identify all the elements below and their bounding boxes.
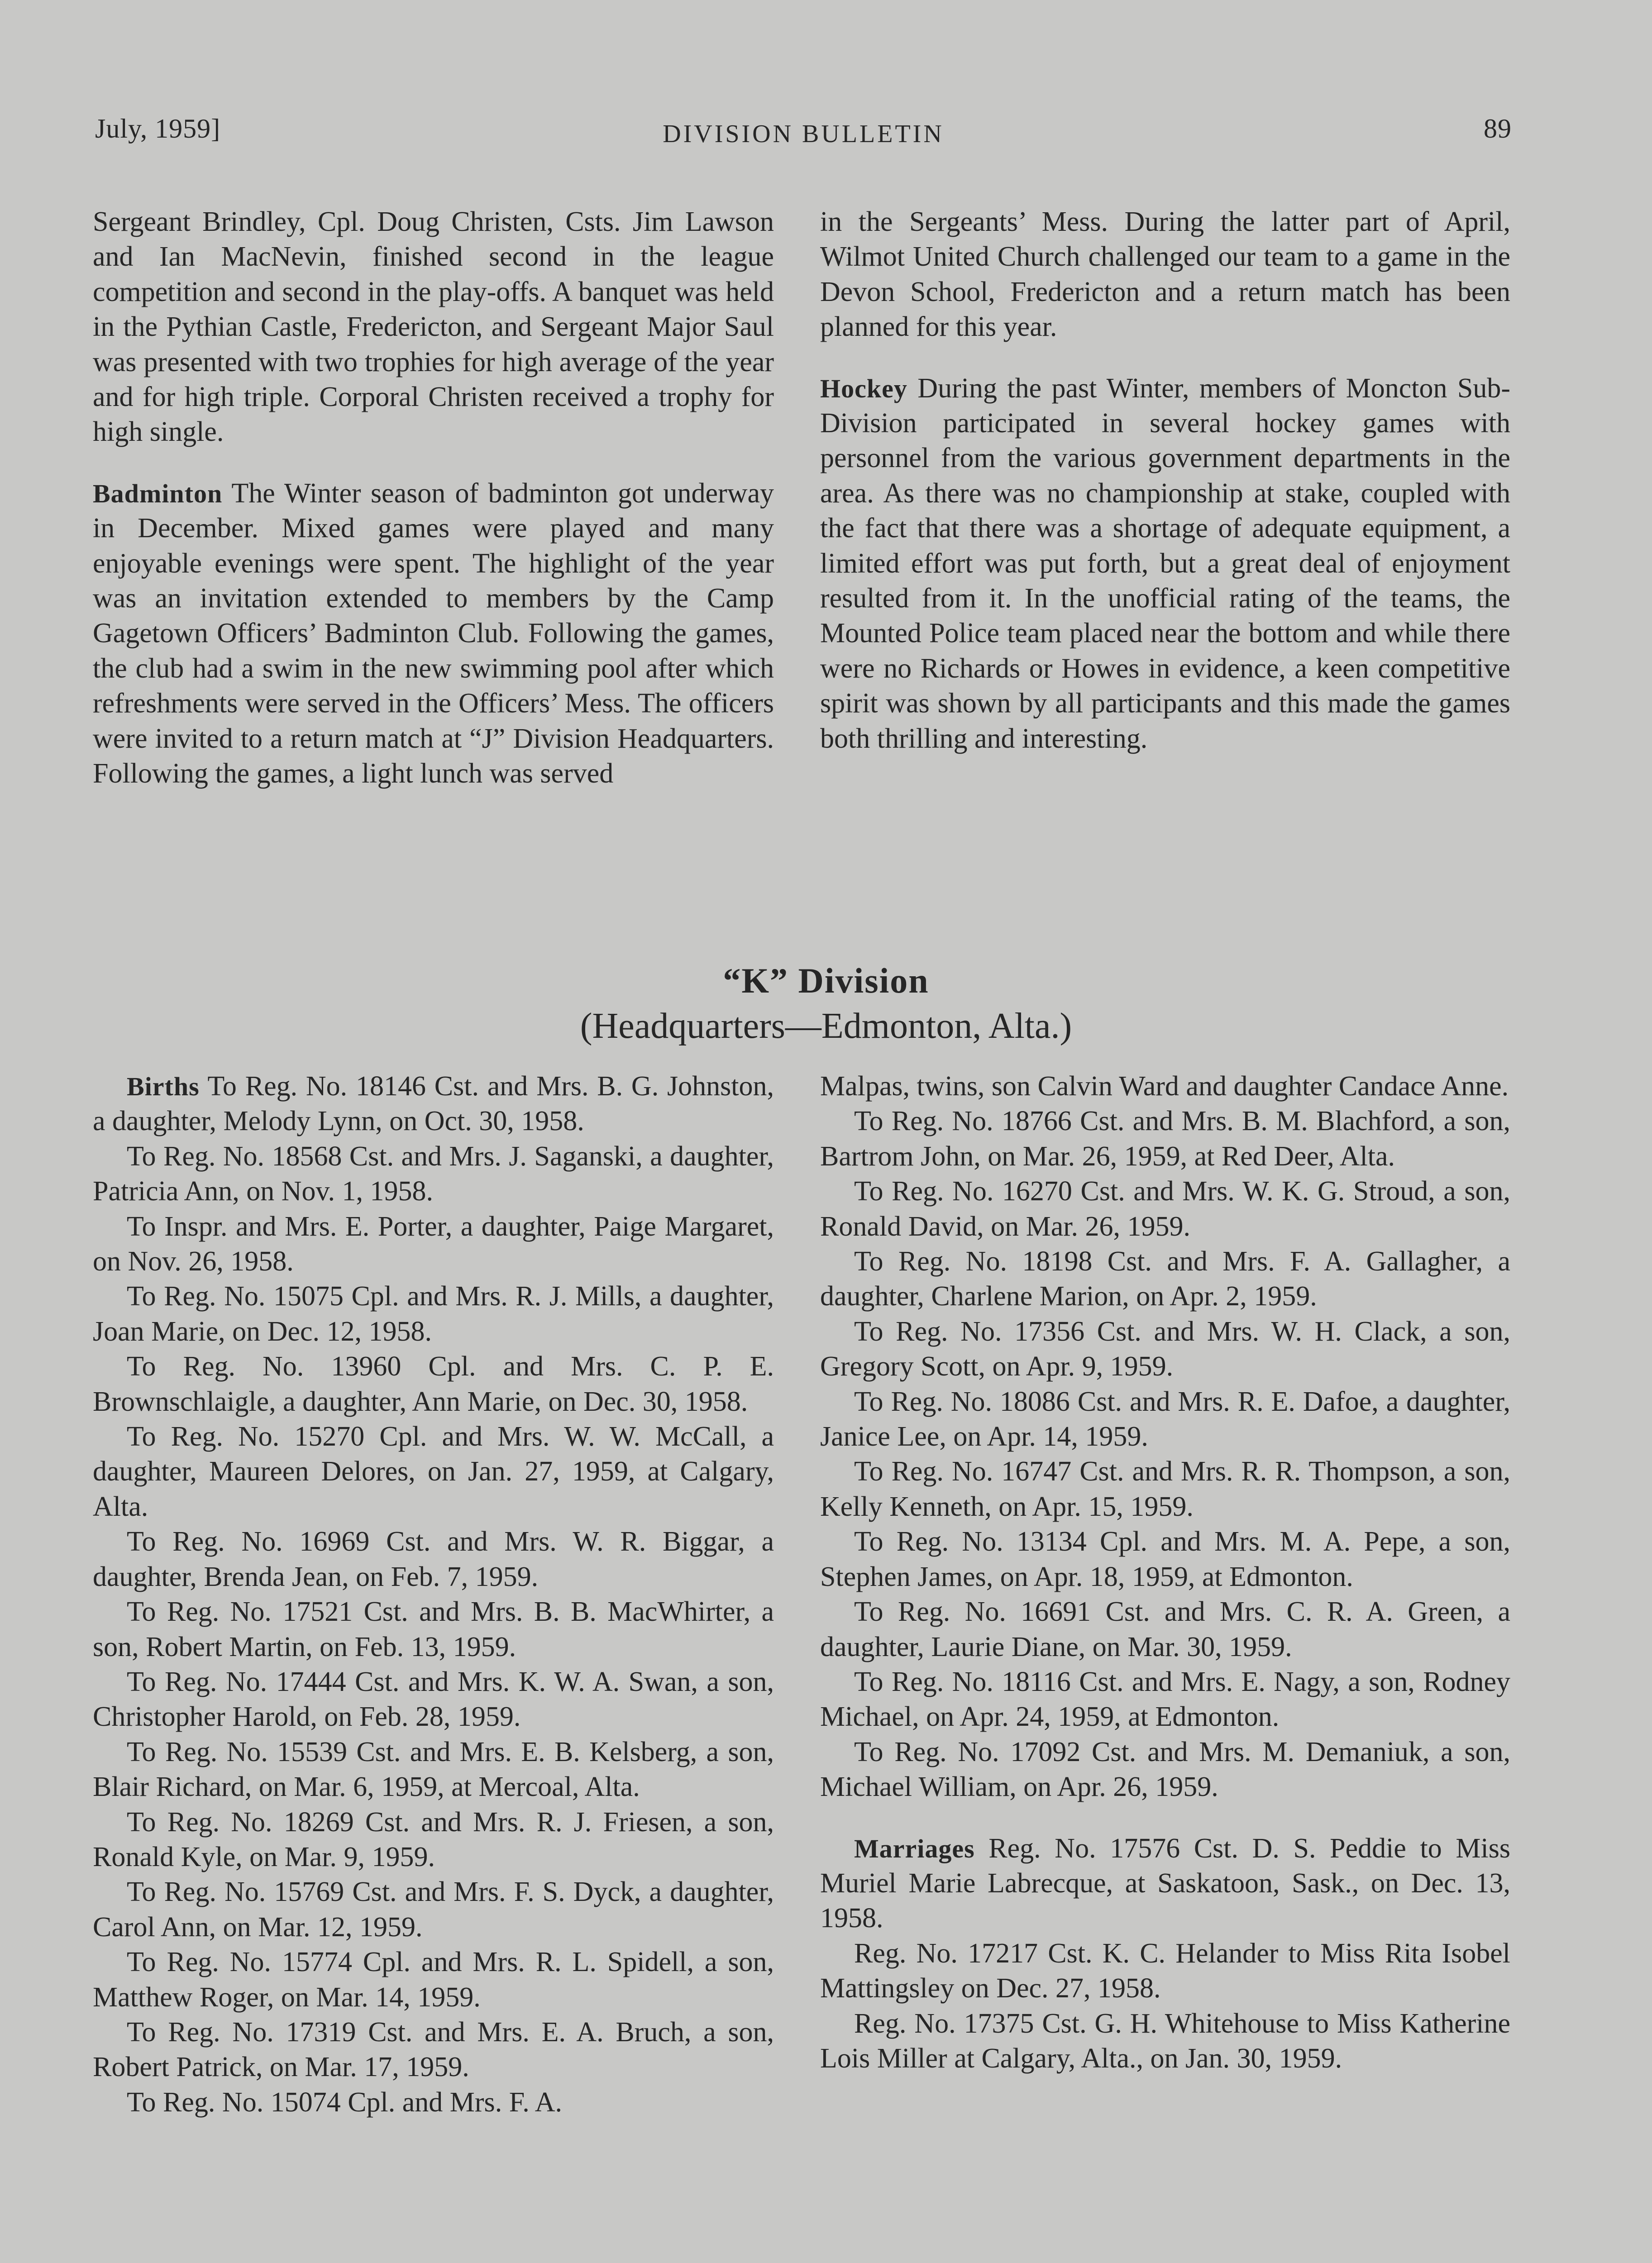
paragraph-text: Sergeant Brindley, Cpl. Doug Christen, Csts. Jim Lawson and Ian MacNevin, finished second in the league competition and second in the play-offs. A banquet was held in the Pythian Castle, Fredericton, and Sergeant Major Saul was presented with two trophies for high average of the year and for high triple. Corporal Christen received a trophy for high single.: [93, 206, 774, 448]
birth-entry: To Reg. No. 18269 Cst. and Mrs. R. J. Friesen, a son, Ronald Kyle, on Mar. 9, 1959.: [93, 1806, 774, 1872]
birth-entry: To Reg. No. 16270 Cst. and Mrs. W. K. G. Stroud, a son, Ronald David, on Mar. 26, 1959.: [820, 1176, 1510, 1242]
issue-date: July, 1959]: [95, 114, 221, 143]
birth-entry: To Reg. No. 18766 Cst. and Mrs. B. M. Blachford, a son, Bartrom John, on Mar. 26, 1959, at Red Deer, Alta.: [820, 1106, 1510, 1172]
section-title: “K” Division: [723, 961, 929, 1000]
birth-entry: [93, 1069, 774, 1139]
birth-entry: To Reg. No. 15769 Cst. and Mrs. F. S. Dyck, a daughter, Carol Ann, on Mar. 12, 1959.: [93, 1876, 774, 1943]
birth-entry: Malpas, twins, son Calvin Ward and daughter Candace Anne.: [820, 1071, 1509, 1102]
births-right-column: [820, 1069, 1510, 2076]
birth-entry: To Reg. No. 18116 Cst. and Mrs. E. Nagy, a son, Rodney Michael, on Apr. 24, 1959, at Edmonton.: [820, 1666, 1510, 1733]
birth-entry: To Reg. No. 15539 Cst. and Mrs. E. B. Kelsberg, a son, Blair Richard, on Mar. 6, 1959, at Mercoal, Alta.: [93, 1736, 774, 1803]
marriage-entry: [820, 1831, 1510, 1936]
birth-entry: To Reg. No. 17092 Cst. and Mrs. M. Demaniuk, a son, Michael William, on Apr. 26, 1959.: [820, 1736, 1510, 1803]
badminton-paragraph: [93, 476, 774, 792]
paragraph-lead: Badminton: [93, 478, 223, 508]
paragraph-text: The Winter season of badminton got underway in December. Mixed games were played and many enjoyable evenings were spent. The highlight of the year was an invitation extended to members by the Camp Gagetown Officers’ Badminton Club. Following the games, the club had a swim in the new swimming pool after which refreshments were served in the Officers’ Mess. The officers were invited to a return match at “J” Division Headquarters. Following the games, a light lunch was served: [93, 477, 774, 789]
birth-entry: To Reg. No. 16747 Cst. and Mrs. R. R. Thompson, a son, Kelly Kenneth, on Apr. 15, 1959.: [820, 1456, 1510, 1522]
bowling-paragraph: [93, 205, 774, 450]
birth-entry: To Reg. No. 15074 Cpl. and Mrs. F. A.: [127, 2086, 563, 2118]
birth-entry: To Reg. No. 13960 Cpl. and Mrs. C. P. E. Brownschlaigle, a daughter, Ann Marie, on Dec. 30, 1958.: [93, 1351, 774, 1417]
birth-entry: To Reg. No. 17444 Cst. and Mrs. K. W. A. Swan, a son, Christopher Harold, on Feb. 28, 1959.: [93, 1666, 774, 1733]
birth-entry: To Reg. No. 17356 Cst. and Mrs. W. H. Clack, a son, Gregory Scott, on Apr. 9, 1959.: [820, 1316, 1510, 1382]
birth-entry: To Reg. No. 15270 Cpl. and Mrs. W. W. McCall, a daughter, Maureen Delores, on Jan. 27, 1959, at Calgary, Alta.: [93, 1421, 774, 1522]
badminton-continued-paragraph: [820, 205, 1510, 345]
births-lead: Births: [127, 1072, 200, 1101]
births-left-column: [93, 1069, 774, 2120]
birth-entry: To Reg. No. 17521 Cst. and Mrs. B. B. MacWhirter, a son, Robert Martin, on Feb. 13, 1959.: [93, 1596, 774, 1662]
marriage-entry: Reg. No. 17217 Cst. K. C. Helander to Miss Rita Isobel Mattingsley on Dec. 27, 1958.: [820, 1938, 1510, 2004]
paragraph-lead: Hockey: [820, 373, 907, 403]
birth-entry: To Reg. No. 15075 Cpl. and Mrs. R. J. Mills, a daughter, Joan Marie, on Dec. 12, 1958.: [93, 1281, 774, 1347]
entry-text: To Reg. No. 18146 Cst. and Mrs. B. G. Johnston, a daughter, Melody Lynn, on Oct. 30, 1958.: [93, 1071, 774, 1137]
publication-title: DIVISION BULLETIN: [663, 120, 944, 148]
paragraph-text: During the past Winter, members of Moncton Sub-Division participated in several hockey games with personnel from the various government departments in the area. As there was no championship at stake, coupled with the fact that there was a shortage of adequate equipment, a limited effort was put forth, but a great deal of enjoyment resulted from it. In the unofficial rating of the teams, the Mounted Police team placed near the bottom and while there were no Richards or Howes in evidence, a keen competitive spirit was shown by all participants and this made the games both thrilling and interesting.: [820, 372, 1510, 754]
running-head: [95, 113, 1512, 154]
birth-entry: To Inspr. and Mrs. E. Porter, a daughter, Paige Margaret, on Nov. 26, 1958.: [93, 1211, 774, 1277]
birth-entry: To Reg. No. 16691 Cst. and Mrs. C. R. A. Green, a daughter, Laurie Diane, on Mar. 30, 1959.: [820, 1596, 1510, 1662]
hockey-paragraph: [820, 371, 1510, 756]
section-subtitle: (Headquarters—Edmonton, Alta.): [580, 1006, 1072, 1046]
birth-entry: To Reg. No. 17319 Cst. and Mrs. E. A. Bruch, a son, Robert Patrick, on Mar. 17, 1959.: [93, 2016, 774, 2083]
entry-text: Reg. No. 17576 Cst. D. S. Peddie to Miss Muriel Marie Labrecque, at Saskatoon, Sask., on Dec. 13, 1958.: [820, 1833, 1510, 1934]
paragraph-text: in the Sergeants’ Mess. During the latter part of April, Wilmot United Church challenged our team to a game in the Devon School, Fredericton and a return match has been planned for this year.: [820, 206, 1510, 343]
marriage-entry: Reg. No. 17375 Cst. G. H. Whitehouse to Miss Katherine Lois Miller at Calgary, Alta., on Jan. 30, 1959.: [820, 2008, 1510, 2074]
top-left-column: [93, 205, 774, 792]
birth-entry: To Reg. No. 18086 Cst. and Mrs. R. E. Dafoe, a daughter, Janice Lee, on Apr. 14, 1959.: [820, 1386, 1510, 1452]
birth-entry: To Reg. No. 18198 Cst. and Mrs. F. A. Gallagher, a daughter, Charlene Marion, on Apr. 2, 1959.: [820, 1246, 1510, 1312]
page-number: 89: [1484, 114, 1512, 143]
birth-entry: To Reg. No. 16969 Cst. and Mrs. W. R. Biggar, a daughter, Brenda Jean, on Feb. 7, 1959.: [93, 1526, 774, 1592]
birth-entry: To Reg. No. 15774 Cpl. and Mrs. R. L. Spidell, a son, Matthew Roger, on Mar. 14, 1959.: [93, 1947, 774, 2013]
birth-entry: To Reg. No. 18568 Cst. and Mrs. J. Saganski, a daughter, Patricia Ann, on Nov. 1, 1958.: [93, 1141, 774, 1207]
marriages-lead: Marriages: [854, 1833, 975, 1863]
birth-entry: To Reg. No. 13134 Cpl. and Mrs. M. A. Pepe, a son, Stephen James, on Apr. 18, 1959, at Edmonton.: [820, 1526, 1510, 1592]
top-right-column: [820, 205, 1510, 756]
